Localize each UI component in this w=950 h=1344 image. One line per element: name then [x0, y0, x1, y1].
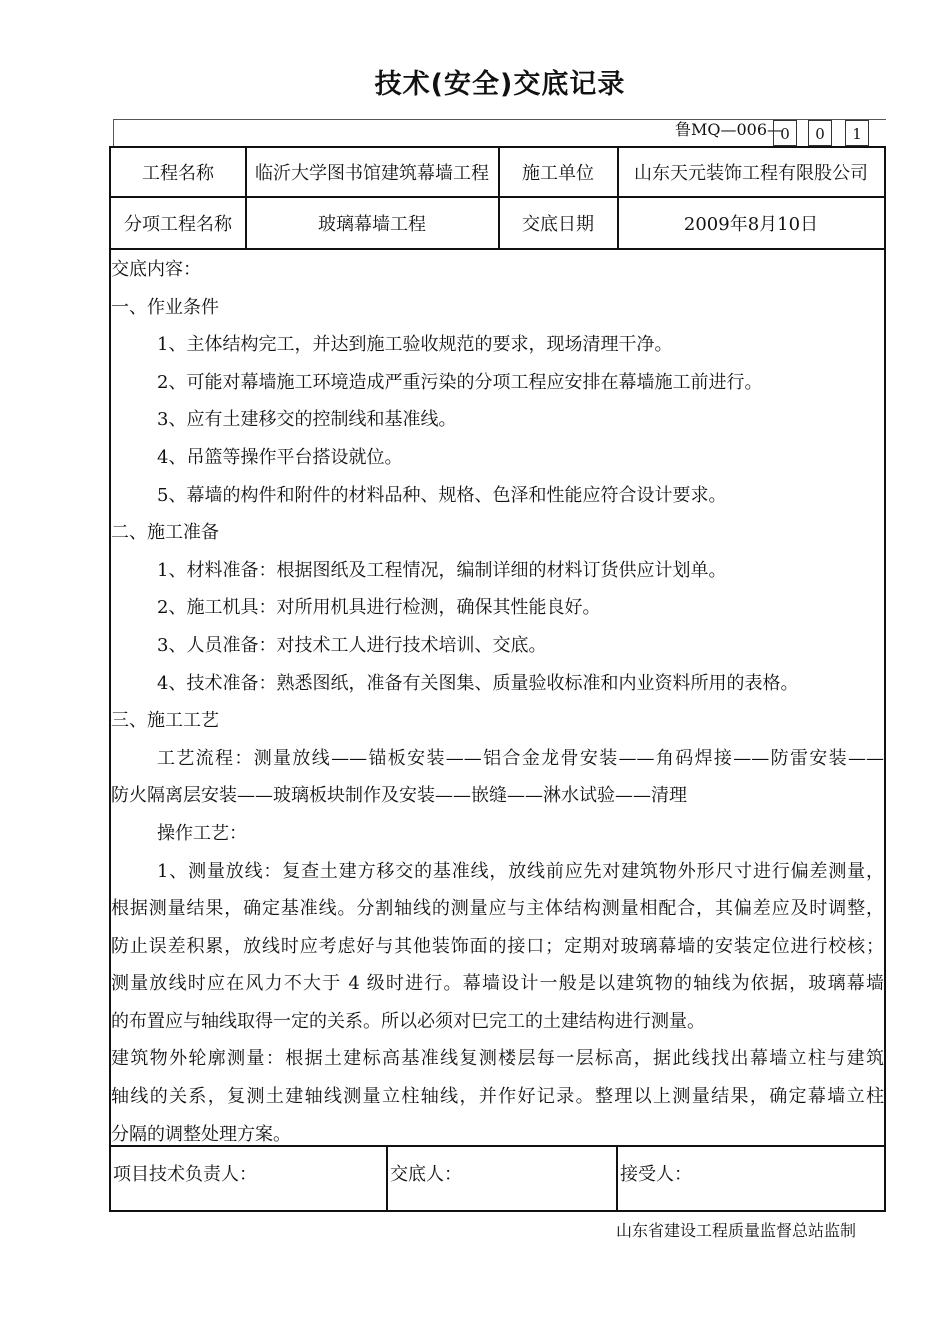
unit-label: 施工单位	[522, 163, 594, 184]
paragraph-line: 1、测量放线：复查土建方移交的基准线，放线前应先对建筑物外形尺寸进行偏差测量，	[157, 860, 884, 882]
project-name-label: 工程名称	[142, 163, 214, 184]
list-item: 5、幕墙的构件和附件的材料品种、规格、色泽和性能应符合设计要求。	[157, 484, 727, 506]
section-heading: 三、施工工艺	[111, 710, 219, 732]
footer-note: 山东省建设工程质量监督总站监制	[616, 1221, 857, 1240]
unit-value: 山东天元装饰工程有限股公司	[634, 163, 868, 184]
operation-title: 操作工艺：	[157, 822, 247, 844]
discloser-signature-label: 交底人：	[390, 1164, 462, 1185]
section-heading: 一、作业条件	[111, 296, 219, 318]
list-item: 2、可能对幕墙施工环境造成严重污染的分项工程应安排在幕墙施工前进行。	[157, 371, 763, 393]
process-flow-line: 防火隔离层安装——玻璃板块制作及安装——嵌缝——淋水试验——清理	[111, 785, 687, 807]
paragraph-line: 测量放线时应在风力不大于 4 级时进行。幕墙设计一般是以建筑物的轴线为依据，玻璃幕墙	[111, 973, 884, 995]
row-divider	[111, 248, 884, 250]
list-item: 1、主体结构完工，并达到施工验收规范的要求，现场清理干净。	[157, 334, 673, 356]
list-item: 4、吊篮等操作平台搭设就位。	[157, 446, 403, 468]
date-value: 2009年8月10日	[683, 214, 819, 235]
sub-project-value: 玻璃幕墙工程	[318, 214, 426, 235]
disclosure-content	[111, 251, 884, 1153]
record-table	[109, 146, 886, 1212]
section-heading: 二、施工准备	[111, 522, 219, 544]
list-item: 3、人员准备：对技术工人进行技术培训、交底。	[157, 634, 547, 656]
tech-lead-signature-label: 项目技术负责人：	[113, 1164, 257, 1185]
document-title: 技术(安全)交底记录	[374, 69, 626, 100]
receiver-signature-label: 接受人：	[620, 1164, 692, 1185]
paragraph-line: 建筑物外轮廓测量：根据土建标高基准线复测楼层每一层标高，据此线找出幕墙立柱与建筑	[111, 1048, 884, 1070]
col-divider	[386, 1145, 388, 1210]
paragraph-line: 根据测量结果，确定基准线。分割轴线的测量应与主体结构测量相配合，其偏差应及时调整，	[111, 898, 884, 920]
sub-project-label: 分项工程名称	[124, 214, 232, 235]
list-item: 4、技术准备：熟悉图纸，准备有关图集、质量验收标准和内业资料所用的表格。	[157, 672, 799, 694]
code-box-1: 0	[773, 120, 797, 146]
code-box-2: 0	[808, 120, 832, 146]
project-name-value: 临沂大学图书馆建筑幕墙工程	[255, 163, 489, 184]
paragraph-line: 轴线的关系，复测土建轴线测量立柱轴线，并作好记录。整理以上测量结果，确定幕墙立柱	[111, 1086, 884, 1108]
content-intro: 交底内容：	[111, 259, 201, 280]
list-item: 3、应有土建移交的控制线和基准线。	[157, 409, 457, 431]
date-label: 交底日期	[522, 214, 594, 235]
form-code-label: 鲁MQ—006—	[675, 120, 784, 139]
paragraph-line: 的布置应与轴线取得一定的关系。所以必须对巳完工的土建结构进行测量。	[111, 1010, 705, 1032]
list-item: 1、材料准备：根据图纸及工程情况，编制详细的材料订货供应计划单。	[157, 559, 727, 581]
paragraph-line: 防止误差积累，放线时应考虑好与其他装饰面的接口；定期对玻璃幕墙的安装定位进行校核；	[111, 935, 884, 957]
code-box-3: 1	[845, 120, 869, 146]
paragraph-line: 分隔的调整处理方案。	[111, 1123, 291, 1145]
process-flow-line: 工艺流程：测量放线——锚板安装——铝合金龙骨安装——角码焊接——防雷安装——	[157, 747, 884, 769]
list-item: 2、施工机具：对所用机具进行检测，确保其性能良好。	[157, 597, 601, 619]
col-divider	[616, 1145, 618, 1210]
